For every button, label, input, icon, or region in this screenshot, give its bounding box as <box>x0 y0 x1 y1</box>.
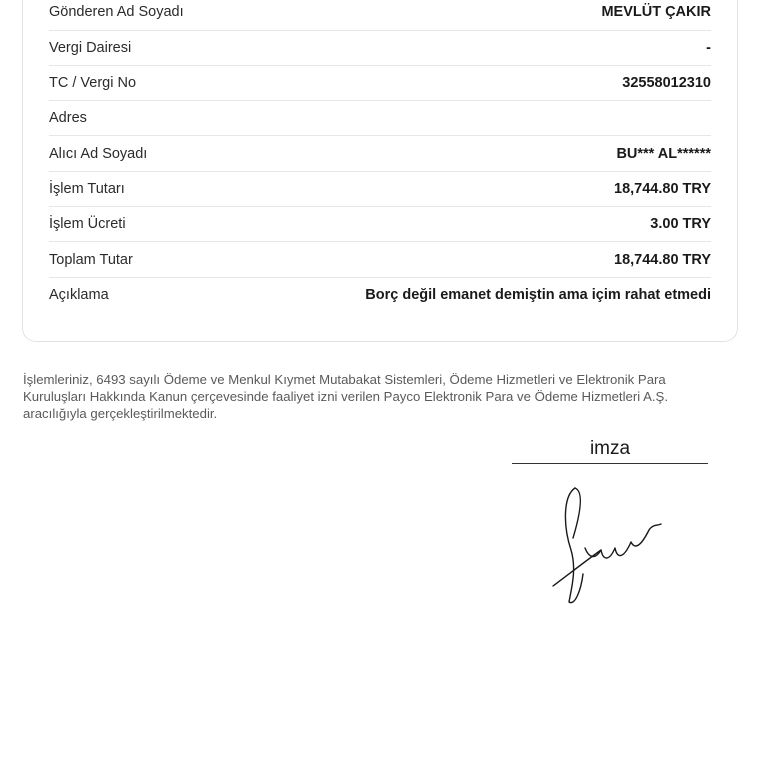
row-transaction-fee <box>49 207 711 242</box>
row-tax-office <box>49 31 711 66</box>
row-value: BU*** AL****** <box>616 145 711 162</box>
receipt-rows <box>49 0 711 313</box>
row-value: 18,744.80 TRY <box>614 251 711 268</box>
row-transaction-amount <box>49 172 711 207</box>
row-label: Açıklama <box>49 287 109 304</box>
receipt-card <box>22 0 738 342</box>
row-label: İşlem Tutarı <box>49 180 125 197</box>
row-label: TC / Vergi No <box>49 75 137 92</box>
handwritten-signature <box>545 478 670 608</box>
row-sender-name <box>49 0 711 31</box>
row-address <box>49 101 711 136</box>
row-label: Vergi Dairesi <box>49 39 132 56</box>
row-value: 3.00 TRY <box>650 216 711 233</box>
row-tax-id <box>49 66 711 101</box>
row-recipient-name <box>49 136 711 171</box>
row-value: Borç değil emanet demiştin ama içim rahat etmedi <box>365 287 711 304</box>
row-value: 32558012310 <box>622 75 711 92</box>
row-label: Toplam Tutar <box>49 251 133 268</box>
row-value: MEVLÜT ÇAKIR <box>601 4 711 21</box>
row-label: İşlem Ücreti <box>49 216 126 233</box>
legal-disclaimer: İşlemleriniz, 6493 sayılı Ödeme ve Menkul Kıymet Mutabakat Sistemleri, Ödeme Hizmetleri ve Elektronik Para Kuruluşları Hakkında Kanun çerçevesinde faaliyet izni verilen Payco Elektronik Para ve Ödeme Hizmetleri A.Ş. aracılığıyla gerçekleştirilmektedir. <box>23 372 669 421</box>
signature-label: imza <box>512 438 708 464</box>
row-total-amount <box>49 242 711 277</box>
row-value: - <box>706 39 711 56</box>
row-value: 18,744.80 TRY <box>614 180 711 197</box>
row-label: Adres <box>49 110 87 127</box>
row-label: Alıcı Ad Soyadı <box>49 145 148 162</box>
row-description <box>49 278 711 313</box>
row-label: Gönderen Ad Soyadı <box>49 4 184 21</box>
